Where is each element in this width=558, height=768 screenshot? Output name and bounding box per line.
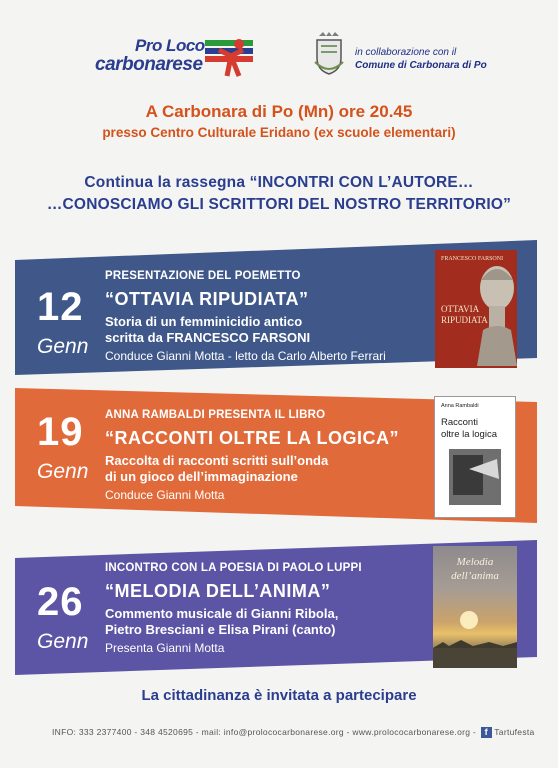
coat-of-arms-icon: [313, 32, 345, 76]
event-month: Genn: [37, 630, 89, 653]
statue-head-icon: [473, 258, 517, 366]
venue-time: A Carbonara di Po (Mn) ore 20.45: [145, 102, 413, 121]
logo-line1: Pro Loco: [135, 36, 205, 55]
collaboration-note: [355, 46, 487, 72]
book-cover-ottavia: [435, 250, 517, 368]
event-month: Genn: [37, 460, 89, 483]
series-title-line1: Continua la rassegna “INCONTRI CON L’AUTORE…: [84, 174, 474, 191]
venue-place: presso Centro Culturale Eridano (ex scuole elementari): [102, 125, 456, 140]
event-description-line1: Raccolta di racconti scritti sull’onda: [105, 453, 329, 468]
book-author: Anna Rambaldi: [441, 403, 479, 409]
event-title: “RACCONTI OLTRE LA LOGICA”: [105, 428, 399, 448]
collab-line1: in collaborazione con il: [355, 47, 457, 58]
logo-line2: carbonarese: [95, 54, 203, 75]
collab-line2: Comune di Carbonara di Po: [355, 60, 487, 71]
event-band-1: [15, 240, 537, 375]
event-description-line2: scritta da FRANCESCO FARSONI: [105, 330, 311, 345]
proloco-logo: [95, 36, 260, 84]
sunset-icon: [433, 606, 517, 668]
book-photo-icon: [449, 449, 501, 505]
event-title: “MELODIA DELL’ANIMA”: [105, 581, 331, 601]
footer-info: [52, 727, 535, 738]
facebook-page: Tartufesta: [494, 727, 535, 737]
series-title-line2: …CONOSCIAMO GLI SCRITTORI DEL NOSTRO TERRITORIO”: [46, 196, 512, 213]
event-band-2: [15, 388, 537, 523]
event-day: 12: [37, 285, 84, 329]
book-title-line1: OTTAVIA: [441, 304, 480, 314]
event-description-line2: Pietro Bresciani e Elisa Pirani (canto): [105, 622, 336, 637]
book-title-line1: Racconti: [441, 417, 478, 428]
proloco-emblem-icon: [205, 36, 255, 78]
event-day: 26: [37, 580, 84, 624]
event-title: “OTTAVIA RIPUDIATA”: [105, 289, 309, 309]
event-band-3: [15, 540, 537, 675]
book-author: FRANCESCO FARSONI: [441, 256, 504, 262]
event-description-line1: Storia di un femminicidio antico: [105, 314, 303, 329]
facebook-icon: f: [481, 727, 492, 738]
book-title-line2: oltre la logica: [441, 429, 497, 440]
book-title-line2: dell’anima: [451, 570, 499, 582]
book-cover-racconti: [434, 396, 516, 518]
event-day: 19: [37, 410, 84, 454]
invitation-text: La cittadinanza è invitata a partecipare: [141, 687, 417, 704]
event-month: Genn: [37, 335, 89, 358]
event-heading: PRESENTAZIONE DEL POEMETTO: [105, 270, 301, 282]
event-conductor: Conduce Gianni Motta - letto da Carlo Alberto Ferrari: [105, 349, 386, 363]
book-title-line1: Melodia: [456, 556, 494, 568]
book-title-line2: RIPUDIATA: [441, 315, 488, 325]
footer-contacts: INFO: 333 2377400 - 348 4520695 - mail: info@prolococarbonarese.org - www.prolococarbonarese.org -: [52, 727, 477, 737]
event-heading: ANNA RAMBALDI PRESENTA IL LIBRO: [105, 409, 326, 421]
event-description-line1: Commento musicale di Gianni Ribola,: [105, 606, 339, 621]
event-conductor: Presenta Gianni Motta: [105, 641, 225, 655]
event-conductor: Conduce Gianni Motta: [105, 488, 225, 502]
event-description-line2: di un gioco dell’immaginazione: [105, 469, 298, 484]
book-cover-melodia: [433, 546, 517, 668]
event-heading: INCONTRO CON LA POESIA DI PAOLO LUPPI: [105, 562, 362, 574]
